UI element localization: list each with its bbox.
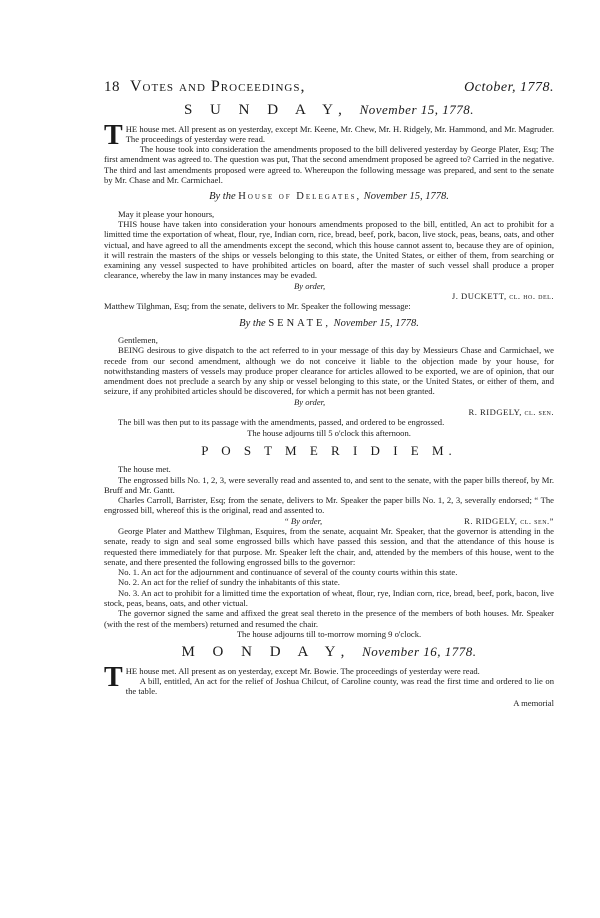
sunday-paragraph-4: Matthew Tilghman, Esq; from the senate, delivers to Mr. Speaker the following message:: [104, 301, 411, 312]
page-number: 18: [104, 79, 120, 95]
pm-paragraph-1: The house met.: [118, 464, 171, 475]
sunday-paragraph-6: The bill was then put to its passage with the amendments, passed, and ordered to be engrossed.: [118, 417, 445, 428]
sunday-heading: [104, 102, 554, 119]
bill-2: No. 2. An act for the relief of sundry the inhabitants of this state.: [118, 577, 340, 588]
senate-message: BEING desirous to give dispatch to the act referred to in your message of this day by Messieurs Chase and Carmichael, we recede from our second amendment, although we do not conceive it liable to the objection made by your house, for notwithstanding masters of vessels may produce proper clearance for articles allowed to be exported, we are of opinion, that our amendment does not preclude a search by any ship or vessel belonging to this state, or the United States, or either of them, and seizure, if any prohibited articles should be discovered, for which a permit has not been granted.: [104, 345, 554, 397]
bill-1: No. 1. An act for the adjournment and continuance of several of the county courts within this state.: [118, 567, 458, 578]
running-head: [104, 78, 554, 95]
pm-paragraph-5: The governor signed the same and affixed the great seal thereto in the presence of the members of both houses. Mr. Speaker (with the rest of the members) returned and resumed the chair.: [104, 608, 554, 629]
bill-3: No. 3. An act to prohibit for a limitted time the exportation of wheat, flour, rye, Indian corn, rice, bread, beef, pork, bacon, live stock, peas, beans, oats, and other victual.: [104, 587, 554, 609]
salutation: May it please your honours,: [118, 208, 215, 219]
sunday-paragraph-2: The house took into consideration the amendments proposed to the bill delivered yesterday by George Plater, Esq; The first amendment was agreed to. The question was put, That the second amendment proposed be agreed to? Carried in the negative. The third and last amendments proposed were agreed to. Whereupon the following message was prepared, and sent to the senate by Mr. Chase and Mr. Carmichael.: [104, 144, 554, 186]
pm-paragraph-3: Charles Carroll, Barrister, Esq; from the senate, delivers to Mr. Speaker the paper bills No. 1, 2, 3, severally endorsed; “ The engrossed bill, whereof this is the original, read and assented to.: [104, 495, 554, 516]
monday-heading: [104, 644, 554, 661]
delegates-house: House of Delegates,: [238, 191, 362, 203]
signature-ridgely-1: R. RIDGELY, cl. sen.: [468, 407, 554, 418]
signature-ridgely-2: R. RIDGELY, cl. sen.”: [464, 515, 554, 526]
monday-heading-label: M O N D A Y,: [181, 644, 352, 661]
sunday-heading-label: S U N D A Y,: [183, 102, 349, 119]
senate-heading: [104, 319, 554, 329]
pm-signature-row: [104, 516, 554, 526]
running-date: October, 1778.: [464, 80, 554, 95]
by-order-3: “ By order,: [284, 515, 323, 526]
sunday-heading-date: November 15, 1778.: [359, 102, 475, 118]
post-meridiem-heading: P O S T M E R I D I E M.: [201, 442, 457, 458]
senate-by: By the: [239, 317, 266, 329]
pm-paragraph-2: The engrossed bills No. 1, 2, 3, were severally read and assented to, and sent to the senate, with the paper bills thereof, by Mr. Bruff and Mr. Gantt.: [104, 474, 554, 495]
gentlemen: Gentlemen,: [118, 334, 158, 345]
delegates-message: THIS house have taken into consideration your honours amendments proposed to the bill, entitled, An act to prohibit for a limitted time the exportation of wheat, flour, rye, Indian corn, rice, bread, beef, pork, bacon, live stock, peas, beans, oats, and other victual, and have agreed to all the amendments except the second, which this house cannot assent to, because they are of opinion, it will restrain the masters of the ships or vessels belonging to this state, the United States, or either of them, from searching or examining any vessel suspected to have prohibited articles on board, after the master of such vessel shall produce a proper clearance, whereby the law in many instances may be evaded.: [104, 218, 554, 281]
delegates-heading: [104, 192, 554, 202]
by-order-2: By order,: [294, 396, 326, 407]
monday-heading-date: November 16, 1778.: [362, 644, 477, 660]
running-title: Votes and Proceedings,: [130, 78, 306, 95]
pm-adjourn: The house adjourns till to-morrow morning 9 o'clock.: [236, 628, 422, 639]
monday-paragraph-2: A bill, entitled, An act for the relief of Joshua Chilcut, of Caroline county, was read the first time and ordered to lie on the table.: [125, 675, 554, 697]
catchword: A memorial: [513, 698, 554, 709]
signature-duckett: J. DUCKETT, cl. ho. del.: [451, 291, 554, 302]
senate-name: SENATE,: [268, 317, 332, 329]
sunday-adjourn: The house adjourns till 5 o'clock this afternoon.: [247, 427, 411, 438]
sunday-paragraph-1: THE house met. All present as on yesterday, except Mr. Keene, Mr. Chew, Mr. H. Ridgely, Mr. Hammond, and Mr. Magruder. The proceedings of yesterday were read.: [104, 119, 554, 151]
delegates-date: November 15, 1778.: [363, 191, 449, 203]
by-order-1: By order,: [294, 280, 326, 291]
pm-paragraph-4: George Plater and Matthew Tilghman, Esquires, from the senate, acquaint Mr. Speaker, that the governor is attending in the senate, ready to sign and seal some engrossed bills which have passed this session, and that the attendance of this house is requested there immediately for that purpose. Mr. Speaker left the chair, and, attended by the members of this house, went to the senate, and there presented the following engrossed bills to the governor:: [104, 525, 554, 567]
delegates-by: By the: [209, 191, 236, 203]
senate-date: November 15, 1778.: [333, 317, 419, 329]
monday-paragraph-1: THE house met. All present as on yesterday, except Mr. Bowie. The proceedings of yesterday were read.: [104, 661, 480, 693]
